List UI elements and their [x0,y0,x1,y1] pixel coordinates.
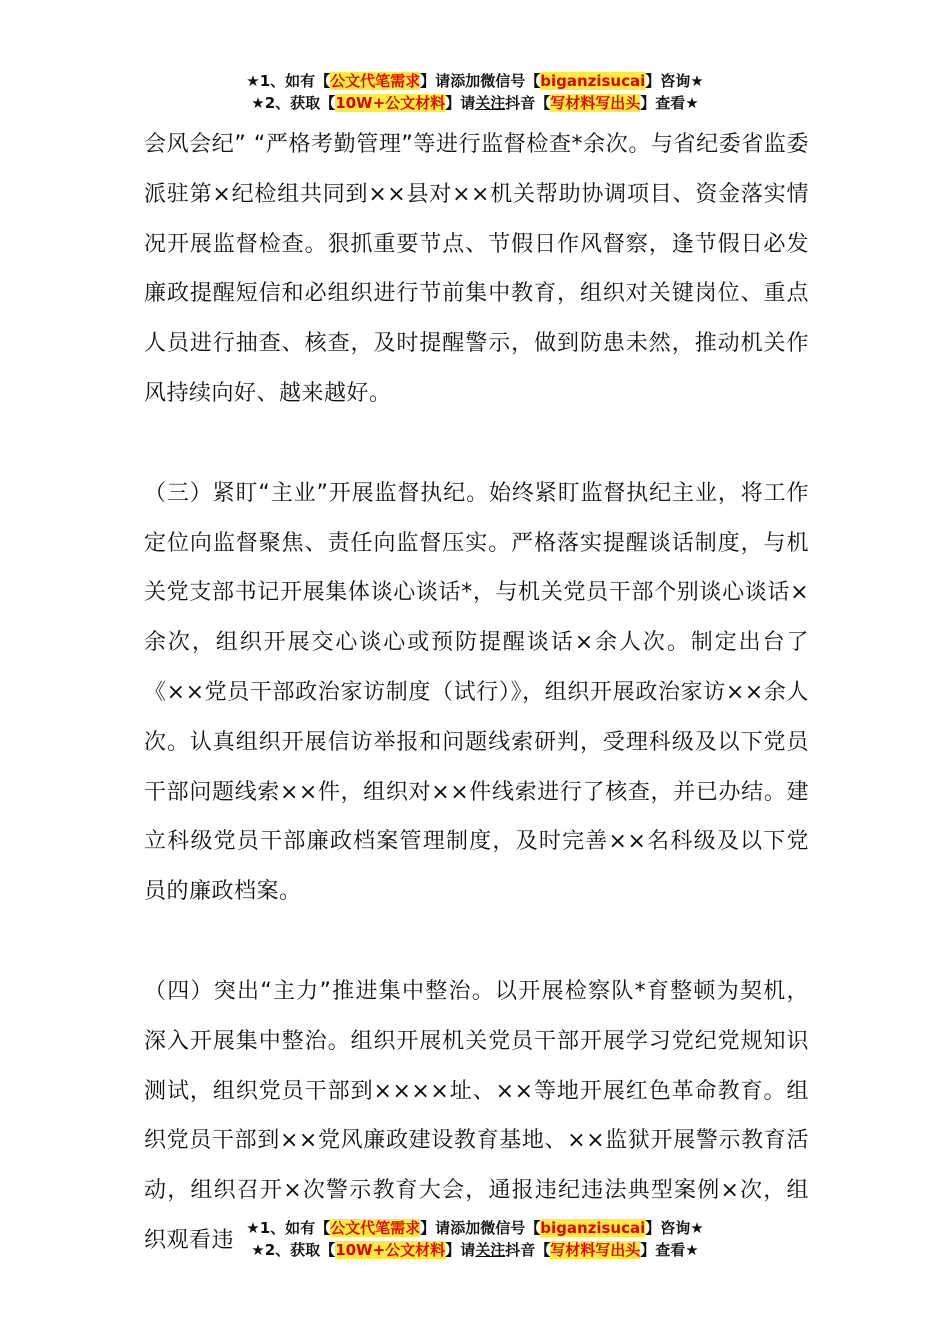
promo-line-2-prefix: ★2、获取【 [251,94,336,112]
promo-line-1-prefix: ★1、如有【 [246,72,331,90]
body-paragraph: 会风会纪” “严格考勤管理”等进行监督检查*余次。与省纪委省监委派驻第×纪检组共同到××县对××机关帮助协调项目、资金落实情况开展监督检查。狠抓重要节点、节假日作风督察，逢节假日必发廉政提醒短信和必组织进行节前集中教育，组织对关键岗位、重点人员进行抽查、核查，及时提醒警示，做到防患未然，推动机关作风持续向好、越来越好。 [144,132,809,406]
footer-promo-banner [0,1217,950,1261]
promo-line-2-follow: 关注 [475,94,506,112]
promo-line-1-mid: 】请 [420,1219,451,1237]
promo-highlight-ghostwriting: 公文代笔需求 [330,1219,421,1237]
promo-line-1-mid2: 微信号【 [480,1219,541,1237]
promo-line-2-mid: 】请 [445,94,476,112]
promo-line-2-mid2: 抖音【 [505,1241,551,1259]
promo-highlight-douyin-account: 写材料写出头 [550,94,641,112]
promo-line-1 [0,1217,950,1239]
promo-line-2-prefix: ★2、获取【 [251,1241,336,1259]
body-paragraph: （四）突出“主力”推进集中整治。以开展检察队*育整顿为契机，深入开展集中整治。组织开展机关党员干部开展学习党纪党规知识测试，组织党员干部到××××址、××等地开展红色革命教育。组织党员干部到××党风廉政建设教育基地、××监狱开展警示教育活动，组织召开×次警示教育大会，通报违纪违法典型案例×次，组织观看违 [144,978,809,1253]
promo-highlight-douyin-account: 写材料写出头 [550,1241,641,1259]
promo-highlight-ghostwriting: 公文代笔需求 [330,72,421,90]
promo-line-2-suffix: 】查看★ [640,1241,699,1259]
promo-line-2-mid2: 抖音【 [505,94,551,112]
promo-line-2-suffix: 】查看★ [640,94,699,112]
promo-line-2 [0,92,950,114]
paragraph-spacer [144,917,809,967]
promo-line-1-mid2: 微信号【 [480,72,541,90]
body-paragraph: （三）紧盯“主业”开展监督执纪。始终紧盯监督执纪主业，将工作定位向监督聚焦、责任向监督压实。严格落实提醒谈话制度，与机关党支部书记开展集体谈心谈话*，与机关党员干部个别谈心谈话×余次，组织开展交心谈心或预防提醒谈话×余人次。制定出台了《××党员干部政治家访制度（试行）》，组织开展政治家访××余人次。认真组织开展信访举报和问题线索研判，受理科级及以下党员干部问题线索××件，组织对××件线索进行了核查，并已办结。建立科级党员干部廉政档案管理制度，及时完善××名科级及以下党员的廉政档案。 [144,480,809,905]
promo-highlight-materials: 10W+公文材料 [335,94,446,112]
promo-line-1-mid: 】请 [420,72,451,90]
promo-line-1-suffix: 】咨询★ [645,1219,704,1237]
paragraph-spacer [144,419,809,469]
promo-line-1-suffix: 】咨询★ [645,72,704,90]
promo-line-2-mid: 】请 [445,1241,476,1259]
promo-line-1 [0,70,950,92]
promo-line-1-add: 添加 [450,1219,481,1237]
document-body [144,120,809,1266]
promo-line-1-add: 添加 [450,72,481,90]
promo-line-2-follow: 关注 [475,1241,506,1259]
promo-highlight-wechat-id: biganzisucai [540,1219,646,1237]
promo-line-2 [0,1239,950,1261]
promo-line-1-prefix: ★1、如有【 [246,1219,331,1237]
promo-highlight-wechat-id: biganzisucai [540,72,646,90]
promo-highlight-materials: 10W+公文材料 [335,1241,446,1259]
header-promo-banner [0,70,950,114]
